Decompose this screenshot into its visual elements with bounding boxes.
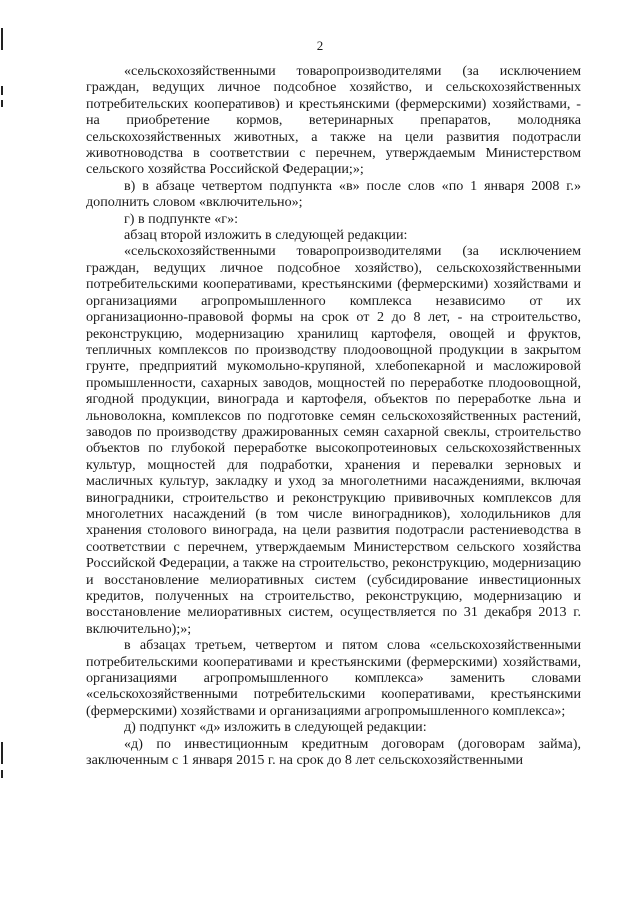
document-body [86,63,581,768]
paragraph-item-v: в) в абзаце четвертом подпункта «в» после слов «по 1 января 2008 г.» дополнить словом «включительно»; [86,177,581,211]
scan-margin-marks [0,0,8,905]
paragraph-item-d-intro: д) подпункт «д» изложить в следующей редакции: [124,719,427,736]
paragraph-livestock-quote: «сельскохозяйственными товаропроизводителями (за исключением граждан, ведущих личное подсобное хозяйство, и сельскохозяйственных потребительских кооперативов) и крестьянскими (фермерскими) хозяйствами, - на приобретение кормов, ветеринарных препаратов, молодняка сельскохозяйственных животных, а также на цели развития подотрасли животноводства в соответствии с перечнем, утверждаемым Министерством сельского хозяйства Российской Федерации;»; [86,63,581,178]
paragraph-item-d-quote: «д) по инвестиционным кредитным договорам (договорам займа), заключенным с 1 января 2015 г. на срок до 8 лет сельскохозяйственными [86,735,581,769]
page-number: 2 [316,38,324,53]
paragraph-second-abzac-intro: абзац второй изложить в следующей редакции: [124,227,408,244]
paragraph-item-g: г) в подпункте «г»: [124,210,239,227]
paragraph-replacement-words: в абзацах третьем, четвертом и пятом слова «сельскохозяйственными потребительскими кооперативами и крестьянскими (фермерскими) хозяйствами, организациями агропромышленного комплекса» заменить словами «сельскохозяйственными потребительскими кооперативами, крестьянскими (фермерскими) хозяйствами и организациями агропромышленного комплекса»; [86,637,581,719]
paragraph-crop-production-quote: «сельскохозяйственными товаропроизводителями (за исключением граждан, ведущих личное подсобное хозяйство), сельскохозяйственными потребительскими кооперативами, крестьянскими (фермерскими) хозяйствами и организациями агропромышленного комплекса независимо от их организационно-правовой формы на срок от 2 до 8 лет, - на строительство, реконструкцию, модернизацию хранилищ картофеля, овощей и фруктов, тепличных комплексов по производству плодоовощной продукции в закрытом грунте, предприятий мукомольно-крупяной, хлебопекарной и масложировой промышленности, сахарных заводов, мощностей по переработке плодоовощной, ягодной продукции, винограда и картофеля, объектов по переработке льна и льноволокна, комплексов по подготовке семян сельскохозяйственных растений, заводов по производству дражированных семян сахарной свеклы, строительство объектов по глубокой переработке высокопротеиновых сельскохозяйственных культур, мощностей для подработки, хранения и перевалки зерновых и масличных культур, закладку и уход за многолетними насаждениями, включая виноградники, строительство и реконструкцию прививочных комплексов для многолетних насаждений (в том числе виноградников), холодильников для хранения столового винограда, на цели развития подотрасли растениеводства в соответствии с перечнем, утверждаемым Министерством сельского хозяйства Российской Федерации, а также на строительство, реконструкцию, модернизацию и восстановление мелиоративных систем (субсидирование инвестиционных кредитов, полученных на строительство, реконструкцию, модернизацию и восстановление мелиоративных систем, осуществляется по 31 декабря 2013 г. включительно);»; [86,243,581,637]
